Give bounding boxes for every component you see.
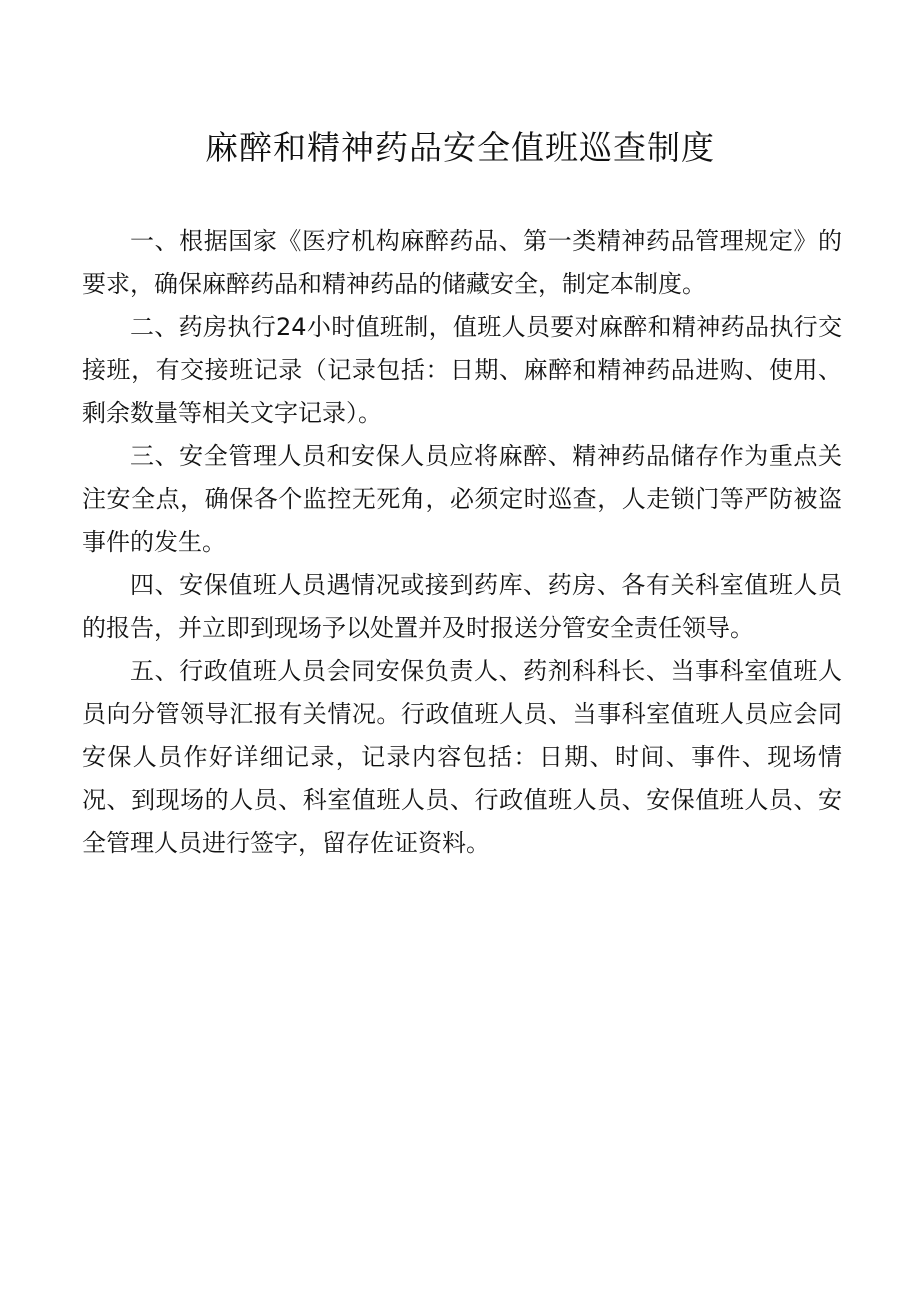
document-title: 麻醉和精神药品安全值班巡查制度 (205, 128, 715, 167)
paragraph-2: 二、药房执行24小时值班制，值班人员要对麻醉和精神药品执行交接班，有交接班记录（记录包括：日期、麻醉和精神药品进购、使用、剩余数量等相关文字记录）。 (82, 313, 842, 427)
paragraph-5: 五、行政值班人员会同安保负责人、药剂科科长、当事科室值班人员向分管领导汇报有关情况。行政值班人员、当事科室值班人员应会同安保人员作好详细记录，记录内容包括：日期、时间、事件、现场情况、到现场的人员、科室值班人员、行政值班人员、安保值班人员、安全管理人员进行签字，留存佐证资料。 (82, 657, 842, 857)
paragraph-3: 三、安全管理人员和安保人员应将麻醉、精神药品储存作为重点关注安全点，确保各个监控无死角，必须定时巡查，人走锁门等严防被盗事件的发生。 (82, 442, 842, 556)
document-body (82, 220, 842, 865)
paragraph-4: 四、安保值班人员遇情况或接到药库、药房、各有关科室值班人员的报告，并立即到现场予以处置并及时报送分管安全责任领导。 (82, 571, 842, 642)
paragraph-1: 一、根据国家《医疗机构麻醉药品、第一类精神药品管理规定》的要求，确保麻醉药品和精神药品的储藏安全，制定本制度。 (82, 227, 842, 298)
